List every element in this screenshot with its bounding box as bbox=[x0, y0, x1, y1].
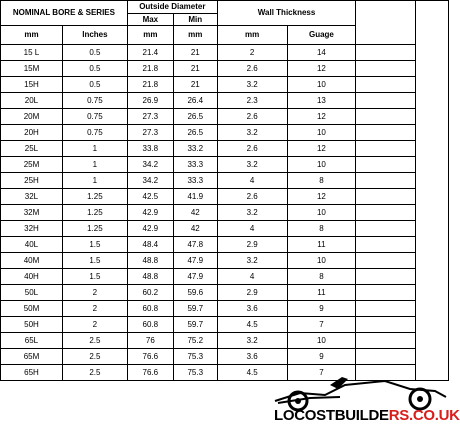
cell-empty bbox=[356, 189, 416, 205]
cell-wall-mm: 2.9 bbox=[217, 285, 287, 301]
header-nominal-bore: NOMINAL BORE & SERIES bbox=[1, 1, 128, 26]
cell-empty bbox=[356, 141, 416, 157]
table-row bbox=[1, 221, 449, 237]
cell-wall-gauge: 7 bbox=[287, 317, 356, 333]
cell-od-min: 33.3 bbox=[173, 157, 217, 173]
cell-empty bbox=[356, 317, 416, 333]
cell-nominal-mm: 15H bbox=[1, 77, 63, 93]
cell-nominal-mm: 25M bbox=[1, 157, 63, 173]
cell-wall-mm: 2.6 bbox=[217, 189, 287, 205]
cell-nominal-mm: 40M bbox=[1, 253, 63, 269]
table-row bbox=[1, 157, 449, 173]
cell-od-max: 76.6 bbox=[127, 349, 173, 365]
cell-nominal-mm: 40L bbox=[1, 237, 63, 253]
cell-wall-mm: 4.5 bbox=[217, 317, 287, 333]
cell-wall-gauge: 12 bbox=[287, 141, 356, 157]
cell-nominal-inches: 0.75 bbox=[62, 109, 127, 125]
table-row bbox=[1, 77, 449, 93]
cell-od-max: 60.8 bbox=[127, 317, 173, 333]
cell-nominal-mm: 15 L bbox=[1, 45, 63, 61]
cell-empty bbox=[356, 157, 416, 173]
cell-nominal-mm: 50H bbox=[1, 317, 63, 333]
table-row bbox=[1, 237, 449, 253]
cell-od-min: 21 bbox=[173, 77, 217, 93]
cell-nominal-mm: 25H bbox=[1, 173, 63, 189]
table-row bbox=[1, 173, 449, 189]
cell-od-min: 26.5 bbox=[173, 109, 217, 125]
cell-od-max: 76.6 bbox=[127, 365, 173, 381]
cell-od-min: 21 bbox=[173, 61, 217, 77]
cell-nominal-mm: 50M bbox=[1, 301, 63, 317]
cell-wall-mm: 2.6 bbox=[217, 141, 287, 157]
watermark-text-black: LOCOSTBUILDE bbox=[274, 407, 389, 424]
table-row bbox=[1, 109, 449, 125]
cell-empty bbox=[356, 301, 416, 317]
cell-empty bbox=[356, 77, 416, 93]
cell-nominal-mm: 20H bbox=[1, 125, 63, 141]
table-row bbox=[1, 61, 449, 77]
cell-wall-gauge: 14 bbox=[287, 45, 356, 61]
cell-od-max: 42.9 bbox=[127, 205, 173, 221]
cell-nominal-inches: 1 bbox=[62, 173, 127, 189]
cell-wall-gauge: 7 bbox=[287, 365, 356, 381]
cell-wall-gauge: 10 bbox=[287, 125, 356, 141]
header-wall-thickness: Wall Thickness bbox=[217, 1, 356, 26]
cell-wall-gauge: 8 bbox=[287, 269, 356, 285]
cell-wall-gauge: 9 bbox=[287, 301, 356, 317]
table-row bbox=[1, 141, 449, 157]
cell-wall-gauge: 10 bbox=[287, 77, 356, 93]
cell-nominal-inches: 2.5 bbox=[62, 333, 127, 349]
cell-nominal-inches: 0.75 bbox=[62, 125, 127, 141]
cell-wall-mm: 3.6 bbox=[217, 349, 287, 365]
cell-nominal-mm: 65H bbox=[1, 365, 63, 381]
cell-wall-gauge: 10 bbox=[287, 205, 356, 221]
unit-wall-mm: mm bbox=[217, 26, 287, 45]
cell-nominal-inches: 0.5 bbox=[62, 45, 127, 61]
cell-empty bbox=[356, 349, 416, 365]
cell-empty bbox=[356, 61, 416, 77]
cell-od-max: 60.2 bbox=[127, 285, 173, 301]
table-row bbox=[1, 93, 449, 109]
unit-nominal-inches: Inches bbox=[62, 26, 127, 45]
cell-wall-mm: 2.6 bbox=[217, 109, 287, 125]
cell-wall-mm: 2.3 bbox=[217, 93, 287, 109]
cell-nominal-inches: 1.25 bbox=[62, 205, 127, 221]
cell-nominal-inches: 1 bbox=[62, 141, 127, 157]
cell-od-max: 33.8 bbox=[127, 141, 173, 157]
cell-wall-gauge: 12 bbox=[287, 109, 356, 125]
cell-od-min: 21 bbox=[173, 45, 217, 61]
cell-wall-gauge: 10 bbox=[287, 333, 356, 349]
cell-empty bbox=[356, 253, 416, 269]
cell-nominal-mm: 20M bbox=[1, 109, 63, 125]
table-row bbox=[1, 125, 449, 141]
cell-empty bbox=[356, 237, 416, 253]
cell-od-max: 48.8 bbox=[127, 253, 173, 269]
cell-wall-mm: 3.2 bbox=[217, 157, 287, 173]
cell-nominal-inches: 1.5 bbox=[62, 269, 127, 285]
cell-wall-gauge: 10 bbox=[287, 157, 356, 173]
cell-od-min: 59.7 bbox=[173, 301, 217, 317]
table-row bbox=[1, 205, 449, 221]
cell-od-min: 42 bbox=[173, 205, 217, 221]
table-row bbox=[1, 333, 449, 349]
cell-od-min: 75.2 bbox=[173, 333, 217, 349]
cell-od-min: 26.4 bbox=[173, 93, 217, 109]
cell-od-max: 27.3 bbox=[127, 125, 173, 141]
cell-nominal-mm: 32L bbox=[1, 189, 63, 205]
table-row bbox=[1, 45, 449, 61]
cell-nominal-mm: 32M bbox=[1, 205, 63, 221]
cell-wall-mm: 3.2 bbox=[217, 253, 287, 269]
cell-od-max: 48.8 bbox=[127, 269, 173, 285]
cell-od-max: 42.9 bbox=[127, 221, 173, 237]
cell-nominal-inches: 0.5 bbox=[62, 61, 127, 77]
table-row bbox=[1, 269, 449, 285]
cell-empty bbox=[356, 173, 416, 189]
cell-wall-mm: 3.2 bbox=[217, 125, 287, 141]
cell-od-max: 21.4 bbox=[127, 45, 173, 61]
cell-wall-mm: 2.9 bbox=[217, 237, 287, 253]
cell-od-min: 33.2 bbox=[173, 141, 217, 157]
cell-od-min: 75.3 bbox=[173, 365, 217, 381]
cell-od-min: 26.5 bbox=[173, 125, 217, 141]
cell-nominal-mm: 32H bbox=[1, 221, 63, 237]
unit-min-mm: mm bbox=[173, 26, 217, 45]
cell-wall-mm: 4 bbox=[217, 173, 287, 189]
cell-wall-mm: 3.6 bbox=[217, 301, 287, 317]
cell-nominal-inches: 0.5 bbox=[62, 77, 127, 93]
cell-empty bbox=[356, 45, 416, 61]
cell-nominal-mm: 25L bbox=[1, 141, 63, 157]
unit-nominal-mm: mm bbox=[1, 26, 63, 45]
unit-wall-gauge: Guage bbox=[287, 26, 356, 45]
cell-empty bbox=[356, 285, 416, 301]
watermark-text-red: RS.CO.UK bbox=[388, 407, 460, 424]
cell-nominal-inches: 2.5 bbox=[62, 365, 127, 381]
cell-wall-mm: 4 bbox=[217, 221, 287, 237]
cell-wall-mm: 4 bbox=[217, 269, 287, 285]
cell-od-min: 59.6 bbox=[173, 285, 217, 301]
cell-wall-mm: 3.2 bbox=[217, 333, 287, 349]
table-row bbox=[1, 189, 449, 205]
cell-od-max: 26.9 bbox=[127, 93, 173, 109]
cell-empty bbox=[356, 269, 416, 285]
cell-empty bbox=[356, 205, 416, 221]
cell-wall-gauge: 10 bbox=[287, 253, 356, 269]
table-row bbox=[1, 349, 449, 365]
cell-od-min: 33.3 bbox=[173, 173, 217, 189]
cell-nominal-inches: 1.25 bbox=[62, 189, 127, 205]
cell-od-min: 75.3 bbox=[173, 349, 217, 365]
cell-wall-mm: 2.6 bbox=[217, 61, 287, 77]
cell-od-min: 47.9 bbox=[173, 269, 217, 285]
cell-nominal-inches: 2 bbox=[62, 317, 127, 333]
cell-wall-mm: 2 bbox=[217, 45, 287, 61]
cell-wall-gauge: 12 bbox=[287, 189, 356, 205]
header-max: Max bbox=[127, 14, 173, 26]
cell-nominal-mm: 40H bbox=[1, 269, 63, 285]
cell-nominal-inches: 2.5 bbox=[62, 349, 127, 365]
cell-empty bbox=[356, 333, 416, 349]
cell-od-max: 60.8 bbox=[127, 301, 173, 317]
cell-nominal-mm: 65L bbox=[1, 333, 63, 349]
table-row bbox=[1, 301, 449, 317]
empty-column-header bbox=[356, 1, 416, 45]
cell-od-max: 21.8 bbox=[127, 61, 173, 77]
cell-od-min: 47.9 bbox=[173, 253, 217, 269]
cell-od-min: 42 bbox=[173, 221, 217, 237]
cell-nominal-inches: 2 bbox=[62, 301, 127, 317]
unit-max-mm: mm bbox=[127, 26, 173, 45]
cell-wall-gauge: 9 bbox=[287, 349, 356, 365]
watermark-logo-text bbox=[274, 408, 460, 424]
cell-nominal-mm: 20L bbox=[1, 93, 63, 109]
cell-nominal-inches: 1 bbox=[62, 157, 127, 173]
empty-column bbox=[416, 1, 449, 381]
cell-od-max: 48.4 bbox=[127, 237, 173, 253]
cell-od-min: 59.7 bbox=[173, 317, 217, 333]
cell-od-max: 76 bbox=[127, 333, 173, 349]
cell-empty bbox=[356, 221, 416, 237]
cell-nominal-inches: 0.75 bbox=[62, 93, 127, 109]
cell-wall-mm: 4.5 bbox=[217, 365, 287, 381]
cell-od-max: 21.8 bbox=[127, 77, 173, 93]
cell-wall-gauge: 8 bbox=[287, 221, 356, 237]
cell-od-max: 42.5 bbox=[127, 189, 173, 205]
cell-wall-gauge: 8 bbox=[287, 173, 356, 189]
cell-wall-gauge: 13 bbox=[287, 93, 356, 109]
header-outside-diameter: Outside Diameter bbox=[127, 1, 217, 14]
cell-empty bbox=[356, 93, 416, 109]
cell-od-min: 47.8 bbox=[173, 237, 217, 253]
cell-wall-gauge: 12 bbox=[287, 61, 356, 77]
cell-nominal-inches: 1.5 bbox=[62, 253, 127, 269]
table-row bbox=[1, 317, 449, 333]
cell-nominal-inches: 1.5 bbox=[62, 237, 127, 253]
cell-empty bbox=[356, 109, 416, 125]
header-min: Min bbox=[173, 14, 217, 26]
cell-nominal-inches: 1.25 bbox=[62, 221, 127, 237]
cell-nominal-mm: 50L bbox=[1, 285, 63, 301]
cell-wall-mm: 3.2 bbox=[217, 77, 287, 93]
cell-wall-gauge: 11 bbox=[287, 237, 356, 253]
cell-nominal-mm: 15M bbox=[1, 61, 63, 77]
table-row bbox=[1, 285, 449, 301]
cell-wall-gauge: 11 bbox=[287, 285, 356, 301]
cell-od-max: 34.2 bbox=[127, 173, 173, 189]
cell-od-max: 27.3 bbox=[127, 109, 173, 125]
cell-od-min: 41.9 bbox=[173, 189, 217, 205]
cell-empty bbox=[356, 125, 416, 141]
table-row bbox=[1, 253, 449, 269]
cell-nominal-mm: 65M bbox=[1, 349, 63, 365]
cell-wall-mm: 3.2 bbox=[217, 205, 287, 221]
cell-nominal-inches: 2 bbox=[62, 285, 127, 301]
cell-od-max: 34.2 bbox=[127, 157, 173, 173]
